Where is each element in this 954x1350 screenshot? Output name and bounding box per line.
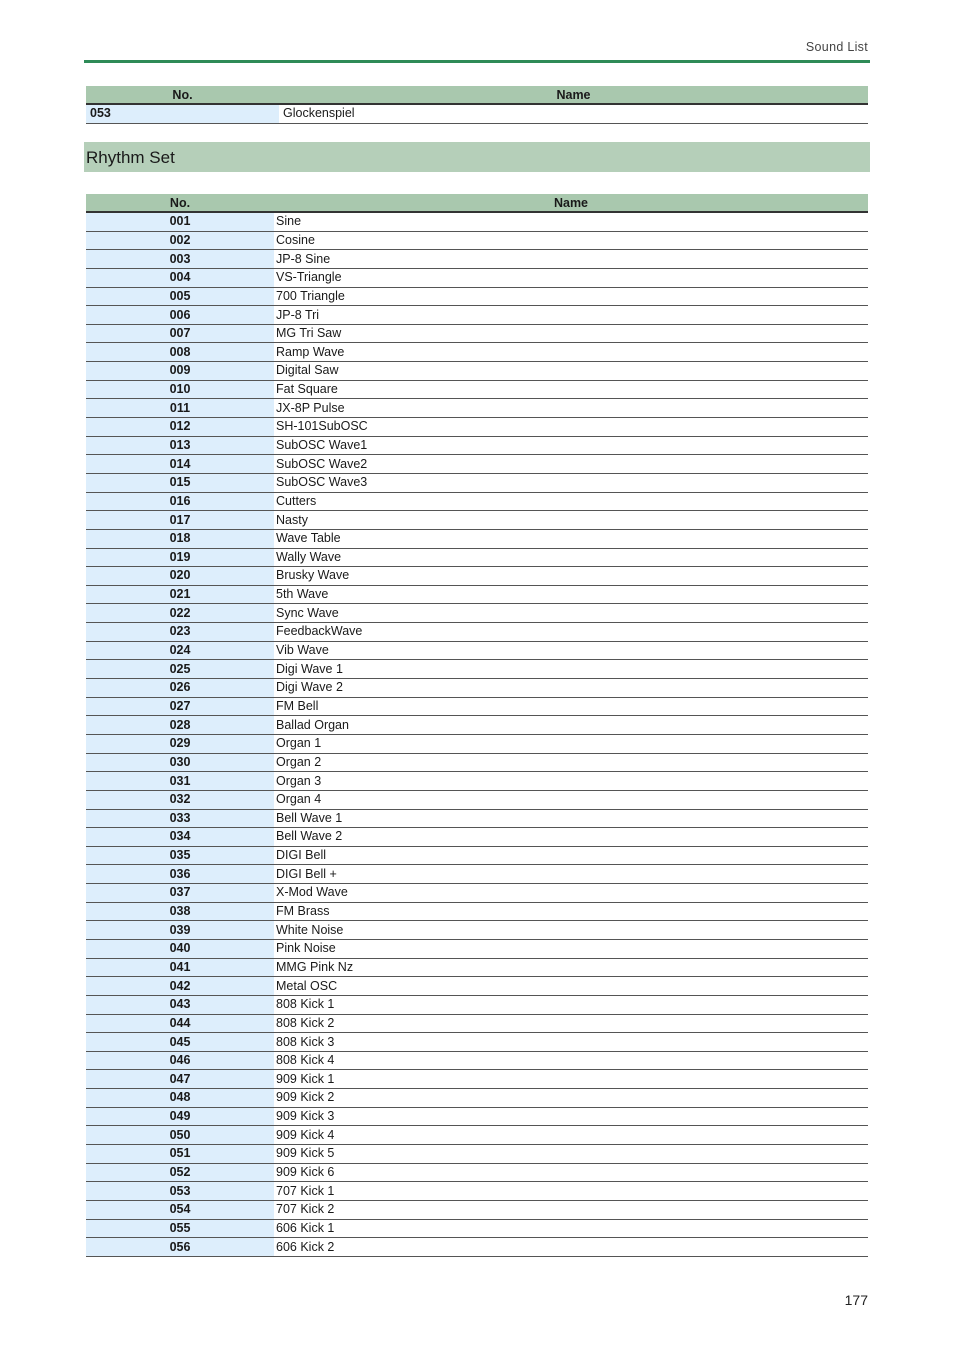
- table-row: [86, 1107, 868, 1126]
- cell-name: FeedbackWave: [274, 623, 868, 642]
- cell-name: Fat Square: [274, 380, 868, 399]
- cell-no: 039: [86, 921, 274, 940]
- table-row: [86, 436, 868, 455]
- cell-no: 043: [86, 995, 274, 1014]
- cell-no: 035: [86, 846, 274, 865]
- table-row: [86, 399, 868, 418]
- cell-name: Sync Wave: [274, 604, 868, 623]
- cell-no: 044: [86, 1014, 274, 1033]
- table-row: [86, 921, 868, 940]
- cell-no: 033: [86, 809, 274, 828]
- cell-no: 005: [86, 287, 274, 306]
- cell-no: 053: [86, 104, 279, 123]
- cell-no: 012: [86, 418, 274, 437]
- cell-no: 029: [86, 734, 274, 753]
- table-row: [86, 1145, 868, 1164]
- cell-no: 015: [86, 473, 274, 492]
- cell-no: 025: [86, 660, 274, 679]
- table-row: [86, 1182, 868, 1201]
- cell-name: 808 Kick 2: [274, 1014, 868, 1033]
- cell-name: DIGI Bell: [274, 846, 868, 865]
- cell-name: Sine: [274, 212, 868, 231]
- cell-no: 034: [86, 828, 274, 847]
- cell-name: 808 Kick 1: [274, 995, 868, 1014]
- table-row: [86, 418, 868, 437]
- cell-name: 808 Kick 3: [274, 1033, 868, 1052]
- cell-name: 700 Triangle: [274, 287, 868, 306]
- cell-name: SubOSC Wave1: [274, 436, 868, 455]
- table-row: [86, 324, 868, 343]
- cell-name: Ballad Organ: [274, 716, 868, 735]
- table-row: [86, 734, 868, 753]
- table-row: [86, 679, 868, 698]
- cell-name: Digi Wave 2: [274, 679, 868, 698]
- table-row: [86, 250, 868, 269]
- table-row: [86, 455, 868, 474]
- cell-name: Digital Saw: [274, 362, 868, 381]
- table-row: [86, 865, 868, 884]
- table-row: [86, 1200, 868, 1219]
- cell-name: 707 Kick 2: [274, 1200, 868, 1219]
- cell-name: White Noise: [274, 921, 868, 940]
- cell-name: SubOSC Wave3: [274, 473, 868, 492]
- table-row: [86, 828, 868, 847]
- cell-no: 002: [86, 231, 274, 250]
- table-row: [86, 623, 868, 642]
- table-row: [86, 492, 868, 511]
- cell-no: 053: [86, 1182, 274, 1201]
- cell-name: Cutters: [274, 492, 868, 511]
- table-row: [86, 1126, 868, 1145]
- cell-no: 019: [86, 548, 274, 567]
- table-row: [86, 1163, 868, 1182]
- cell-name: Bell Wave 2: [274, 828, 868, 847]
- table-row: [86, 268, 868, 287]
- cell-no: 003: [86, 250, 274, 269]
- cell-no: 051: [86, 1145, 274, 1164]
- cell-name: DIGI Bell +: [274, 865, 868, 884]
- cell-no: 023: [86, 623, 274, 642]
- cell-name: FM Brass: [274, 902, 868, 921]
- cell-no: 017: [86, 511, 274, 530]
- section-heading-bar: [84, 142, 870, 172]
- cell-no: 054: [86, 1200, 274, 1219]
- cell-name: Nasty: [274, 511, 868, 530]
- table-row: [86, 362, 868, 381]
- cell-name: Bell Wave 1: [274, 809, 868, 828]
- table-row: [86, 380, 868, 399]
- cell-name: Organ 1: [274, 734, 868, 753]
- table-row: [86, 902, 868, 921]
- cell-no: 004: [86, 268, 274, 287]
- cell-name: 909 Kick 4: [274, 1126, 868, 1145]
- cell-no: 047: [86, 1070, 274, 1089]
- cell-name: JP-8 Tri: [274, 306, 868, 325]
- cell-no: 028: [86, 716, 274, 735]
- cell-name: 909 Kick 1: [274, 1070, 868, 1089]
- table-row: [86, 809, 868, 828]
- section-title: Rhythm Set: [86, 148, 175, 167]
- cell-no: 009: [86, 362, 274, 381]
- column-header-no: No.: [86, 86, 279, 104]
- cell-name: Organ 2: [274, 753, 868, 772]
- cell-name: Digi Wave 1: [274, 660, 868, 679]
- cell-name: 606 Kick 1: [274, 1219, 868, 1238]
- table-row: [86, 977, 868, 996]
- table-row: [86, 995, 868, 1014]
- table-row: [86, 104, 868, 123]
- cell-name: X-Mod Wave: [274, 884, 868, 903]
- cell-name: MG Tri Saw: [274, 324, 868, 343]
- table-row: [86, 306, 868, 325]
- cell-name: Pink Noise: [274, 939, 868, 958]
- cell-no: 022: [86, 604, 274, 623]
- cell-name: 808 Kick 4: [274, 1051, 868, 1070]
- cell-name: Organ 3: [274, 772, 868, 791]
- cell-no: 021: [86, 585, 274, 604]
- rhythm-table-body: [86, 212, 868, 1256]
- page-number: 177: [844, 1292, 868, 1308]
- cell-name: SH-101SubOSC: [274, 418, 868, 437]
- table-row: [86, 641, 868, 660]
- table-row: [86, 753, 868, 772]
- table-row: [86, 567, 868, 586]
- table-row: [86, 212, 868, 231]
- cell-no: 030: [86, 753, 274, 772]
- cell-name: Ramp Wave: [274, 343, 868, 362]
- header-rule: [84, 60, 870, 63]
- cell-name: VS-Triangle: [274, 268, 868, 287]
- table-row: [86, 1219, 868, 1238]
- table-row: [86, 511, 868, 530]
- cell-name: 606 Kick 2: [274, 1238, 868, 1257]
- cell-no: 040: [86, 939, 274, 958]
- cell-name: Vib Wave: [274, 641, 868, 660]
- running-header: Sound List: [805, 40, 868, 54]
- table-row: [86, 772, 868, 791]
- cell-name: Organ 4: [274, 790, 868, 809]
- cell-no: 011: [86, 399, 274, 418]
- table-row: [86, 697, 868, 716]
- cell-no: 046: [86, 1051, 274, 1070]
- table-row: [86, 660, 868, 679]
- cell-name: Brusky Wave: [274, 567, 868, 586]
- cell-no: 020: [86, 567, 274, 586]
- table-row: [86, 585, 868, 604]
- cell-no: 013: [86, 436, 274, 455]
- cell-name: FM Bell: [274, 697, 868, 716]
- column-header-no: No.: [86, 194, 274, 212]
- cell-no: 045: [86, 1033, 274, 1052]
- cell-no: 052: [86, 1163, 274, 1182]
- cell-no: 038: [86, 902, 274, 921]
- cell-name: 909 Kick 3: [274, 1107, 868, 1126]
- cell-name: JP-8 Sine: [274, 250, 868, 269]
- cell-name: 909 Kick 6: [274, 1163, 868, 1182]
- rhythm-set-table: [86, 194, 868, 1257]
- table-row: [86, 1033, 868, 1052]
- table-row: [86, 473, 868, 492]
- table-row: [86, 548, 868, 567]
- cell-no: 018: [86, 529, 274, 548]
- cell-no: 027: [86, 697, 274, 716]
- cell-no: 008: [86, 343, 274, 362]
- table-row: [86, 958, 868, 977]
- cell-no: 041: [86, 958, 274, 977]
- cell-name: Cosine: [274, 231, 868, 250]
- cell-name: 909 Kick 5: [274, 1145, 868, 1164]
- continued-sound-table: [86, 86, 868, 124]
- cell-no: 050: [86, 1126, 274, 1145]
- table-row: [86, 790, 868, 809]
- cell-name: JX-8P Pulse: [274, 399, 868, 418]
- table-row: [86, 604, 868, 623]
- table-row: [86, 1089, 868, 1108]
- table-row: [86, 716, 868, 735]
- table-row: [86, 939, 868, 958]
- cell-no: 048: [86, 1089, 274, 1108]
- table-row: [86, 1238, 868, 1257]
- cell-name: Metal OSC: [274, 977, 868, 996]
- column-header-name: Name: [274, 194, 868, 212]
- cell-no: 016: [86, 492, 274, 511]
- cell-no: 056: [86, 1238, 274, 1257]
- cell-name: Wave Table: [274, 529, 868, 548]
- cell-no: 036: [86, 865, 274, 884]
- table-header-row: [86, 194, 868, 212]
- cell-no: 024: [86, 641, 274, 660]
- cell-no: 042: [86, 977, 274, 996]
- cell-no: 007: [86, 324, 274, 343]
- table-row: [86, 846, 868, 865]
- cell-no: 001: [86, 212, 274, 231]
- cell-no: 037: [86, 884, 274, 903]
- cell-name: Wally Wave: [274, 548, 868, 567]
- cell-name: Glockenspiel: [279, 104, 868, 123]
- cell-no: 010: [86, 380, 274, 399]
- cell-name: MMG Pink Nz: [274, 958, 868, 977]
- cell-no: 032: [86, 790, 274, 809]
- cell-no: 006: [86, 306, 274, 325]
- table-row: [86, 884, 868, 903]
- table-row: [86, 1014, 868, 1033]
- table-row: [86, 1070, 868, 1089]
- table-row: [86, 231, 868, 250]
- cell-no: 026: [86, 679, 274, 698]
- column-header-name: Name: [279, 86, 868, 104]
- table-row: [86, 287, 868, 306]
- cell-no: 055: [86, 1219, 274, 1238]
- cell-no: 049: [86, 1107, 274, 1126]
- cell-name: 5th Wave: [274, 585, 868, 604]
- cell-name: 707 Kick 1: [274, 1182, 868, 1201]
- table-row: [86, 529, 868, 548]
- cell-no: 014: [86, 455, 274, 474]
- table-header-row: [86, 86, 868, 104]
- cell-no: 031: [86, 772, 274, 791]
- table-row: [86, 1051, 868, 1070]
- cell-name: SubOSC Wave2: [274, 455, 868, 474]
- table-row: [86, 343, 868, 362]
- cell-name: 909 Kick 2: [274, 1089, 868, 1108]
